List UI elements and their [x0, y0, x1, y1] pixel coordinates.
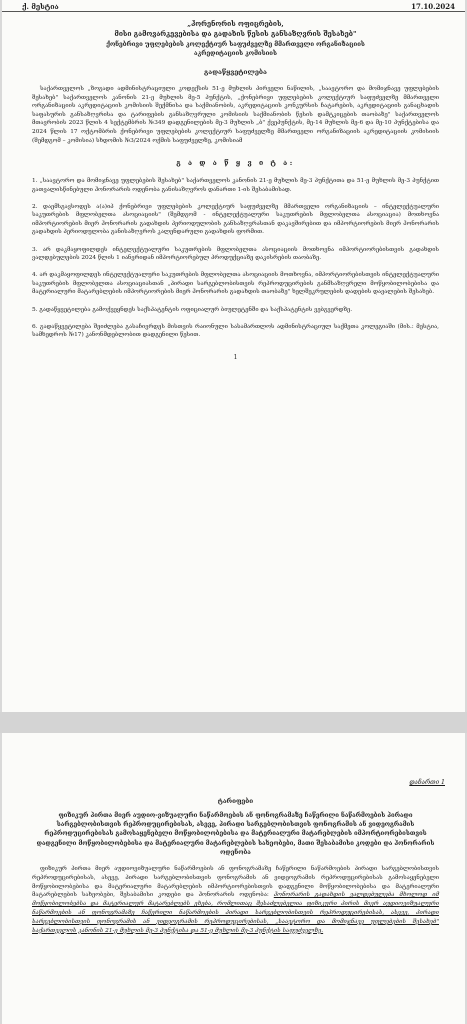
- annex-body-paragraph: [32, 865, 439, 935]
- page-separator: [0, 712, 467, 733]
- decision-item: 2. დაემსგავსოდეს ა(ა)იპ ქონებრივი უფლებების კოლექტიურ საფუძველზე მმართველი ორგანიზაციის – ინტელექტუალური საკუთრების მფლობელთა ასოციაციის" (შემდგომ - ინტელექტუალური საკუთრების მფლობელთა ასოციაცია) მოთხოვნა იმპორტიორების მიერ ჰონორარის გადახდის პერიოდულობის განსაზღვრასთან დაკავშირებით და იმპორტიორების მიერ ჰონორარის გადახდის პერიოდულობა განისაზღვროს კალენდარული გადახდის ფორმით.: [32, 203, 439, 236]
- decision-item: 1. „საავტორო და მომიჯნავე უფლებების შესახებ" საქართველოს კანონის 21-ე მუხლის მე-3 პუნქტითა და 51-ე მუხლის მე-3 პუნქტით გათვალისწინებული ჰონორარის ოდენობა განისაზღვროს დანართი 1-ის შესაბამისად.: [32, 178, 439, 193]
- organization-name: [32, 40, 439, 58]
- org-line: აკრედიტაციის კომისიის: [194, 50, 277, 57]
- header-rule: [2, 11, 465, 12]
- annex-label: დანართი 1: [409, 779, 445, 786]
- body-text: ფიზიკურ პირთა მიერ აუდიოვიზუალური ნაწარმოების ან ფონოგრამაზე ჩაწერილი ნაწარმოების პირადი სარგებლობისთვის რეპროდუცირებისას, ასევე, პირადი სარგებლობისთვის ფონოგრამის ან ვიდეოგრამის რეპროდუცირებისას გამოსაყენებელი მოწყობილობებისა და მატერიალური მატარებლების იმპორტიორებისთვის დადგენილი მოწყობილობებისა და მატერიალური მატარებლების სახეობები, შესაბამისი კოდები და ჰონორარის ოდენობა:: [32, 866, 439, 899]
- document-page-2: [2, 733, 465, 1024]
- document-title: [32, 20, 439, 39]
- header-date: 17.10.2024: [411, 2, 455, 11]
- resolve-heading: გ ა დ ა წ ყ ვ ი ტ ა:: [176, 159, 295, 168]
- preamble-paragraph: საქართველოს „ზოგადი ადმინისტრაციული კოდექსის 51-ე მუხლის პირველი ნაწილის, „საავტორო და მომიჯნავე უფლებების შესახებ" საქართველოს კანონის 21-ე მუხლის მე-5 პუნქტის, „ქონებრივი უფლებების კოლექტიურ საფუძველზე მმართველი ორგანიზაციის აკრედიტაციის კომისიის შექმნისა და საქმიანობის, აკრედიტაციის კონკურსის ჩატარების, აკრედიტაციის განაცხადის საფასურის განსაზღვრისა და ტარიფების განსაზღვრული კომისიის საქმიანობის წესის დამტკიცების თაობაზე" საქართველოს მთავრობის 2023 წლის 4 სექტემბრის №349 დადგენილების მე-3 მუხლის „ბ" ქვეპუნქტის, მე-14 მუხლის მე-6 და მე-10 პუნქტებისა და 2024 წლის 17 ოქტომბრის ქონებრივი უფლებების კოლექტიურ საფუძველზე მმართველი ორგანიზაციის აკრედიტაციის კომისიის (შემდგომ – კომისია) სხდომის №3/2024 ოქმის საფუძველზე, კომისიამ: [32, 86, 439, 144]
- title-line: „ჰორენორის ოფიცრების,: [187, 20, 284, 28]
- title-line: მისი გამოვარკევებისა და გადახის წესის განსაზღვრის შესახებ": [114, 29, 357, 38]
- header-location: ქ. მესტია: [22, 2, 59, 11]
- annex-subheading: ფიზიკურ პირთა მიერ აუდიო-ვიზუალური ნაწარმოების ან ფონოგრამაზე ჩაწერილი ნაწარმოების პირადი სარგებლობისთვის რეპროდუცირებისას, ასევე, პირადი სარგებლობისთვის ფონოგრამის ან ვიდეოგრამის რეპროდუცირებისას გამოსაყენებელი მოწყობილობებისა და მატერიალური მატარებლების იმპორტიორებისთვის დადგენილი მოწყობილობებისა და მატერიალური მატარებლების სახეობები, მათი შესაბამისი კოდები და ჰონორარის ოდენობა: [36, 812, 435, 856]
- decision-item: 6. გადაწყვეტილება შეიძლება გასაჩივრდეს მისთვის რაიონული სასამართლოს ადმინისტრაციულ საქმეთა კოლეგიაში (მის.: მესტია, სამხედროს №17) კანონმდებლობით დადგენილი წესით.: [32, 324, 439, 339]
- page-number: 1: [233, 353, 238, 361]
- document-header: [22, 2, 455, 14]
- decision-item: 4. არ დაკმაყოფილდეს ინტელექტუალური საკუთრების მფლობელთა ასოციაციის მოთხოვნა, იმპორტიორებისთვის ინტელექტუალური საკუთრების მფლობელთა ასოციაციასთან „პირადი სარგებლობისთვის რეპროდუცირების განმსაზღვრელი მოწყობილობებისა და მატერიალური მატარებლების იმპორტიორების მიერ ჰონორარის გადახდის თაობაზე" ხელშეკრულების დადების დავალების შესახებ.: [32, 272, 439, 296]
- org-line: ქონებრივი უფლებების კოლექტიურ საფუძველზე მმართველი ორგანიზაციის: [106, 41, 365, 48]
- body-underlined-text: ჰონორარის გადახდის ვალდებულება მხოლოდ იმ მოწყობილობებსა და მატერიალურ მატარებლებს ეხება, რომლითაც შესაძლებელია ფიზიკური პირის მიერ აუდიოვიზუალური ნაწარმოების ან ფონოგრამაზე ჩაწერილი ნაწარმოების პირადი სარგებლობისთვის რეპროდუცირებისას, ასევე, პირადი სარგებლობისთვის ფონოგრამის ან ვიდეოგრამის რეპროდუცირებისას, „საავტორო და მომიჯნავე უფლებების შესახებ" საქართველოს კანონის 21-ე მუხლის მე-3 პუნქტისა და 51-ე მუხლის მე-3 პუნქტის საფუძველზე.: [32, 892, 439, 934]
- decision-item: 5. გადაწყვეტილება გამოქვეყნდეს საქსპატენტის ოფიციალურ ბიულეტენში და საქსპატენტის ვებგვერდზე.: [32, 306, 353, 313]
- decision-item: 3. არ დაკმაყოფილდეს ინტელექტუალური საკუთრების მფლობელთა ასოციაციის მოთხოვნა იმპორტიორებისთვის გადახდის ვალდებულების 2024 წლის 1 იანვრიდან იმპორტიორებულ პროდუქციაზე დაკისრების თაობაზე.: [32, 246, 439, 261]
- decision-items: [32, 177, 439, 340]
- tariffs-heading: ტარიფები: [217, 798, 254, 805]
- decision-heading: გადაწყვეტილება: [204, 68, 267, 76]
- document-page-1: [2, 0, 465, 712]
